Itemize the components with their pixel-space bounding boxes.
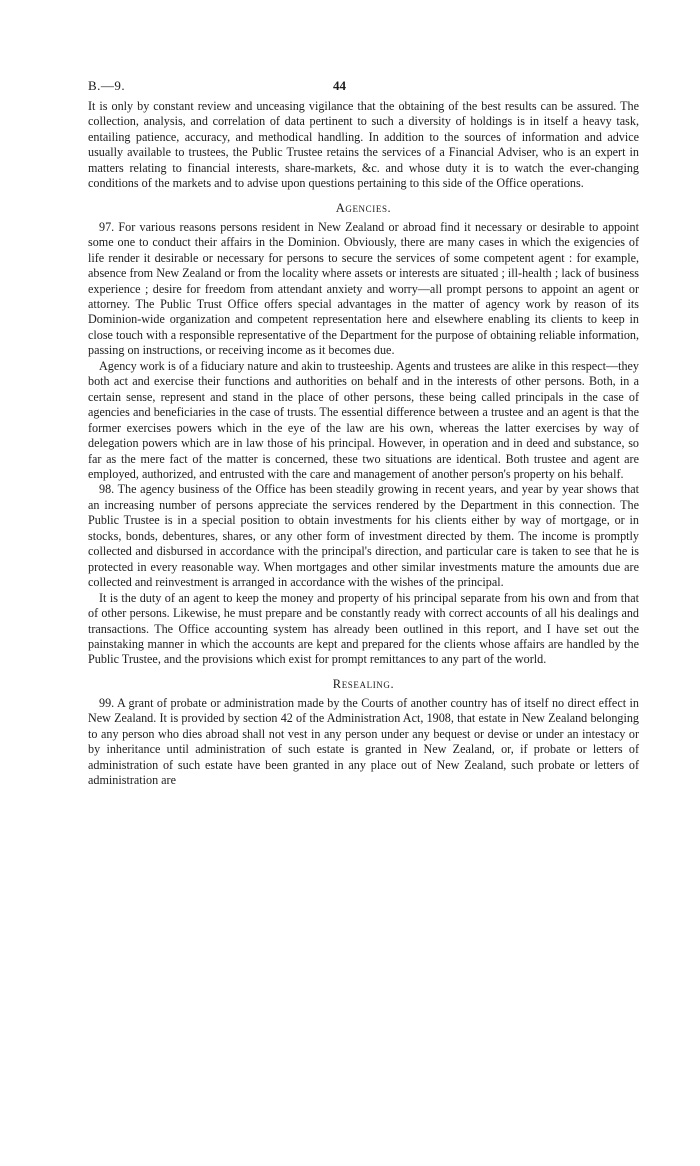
opening-paragraph: It is only by constant review and unceasing vigilance that the obtaining of the best results can be assured. The collection, analysis, and correlation of data pertinent to such a diversity of holdings is in itself a heavy task, entailing patience, accuracy, and methodical handling. In addition to the sources of information and advice usually available to trustees, the Public Trustee retains the services of a Financial Adviser, who is an expert in matters relating to financial interests, share-markets, &c. and whose duty it is to watch the ever-changing conditions of the markets and to advise upon questions pertaining to this side of the Office operations. (88, 99, 639, 191)
paragraph-98: 98. The agency business of the Office has been steadily growing in recent years, and year by year shows that an increasing number of persons appreciate the services rendered by the Department in this connection. The Public Trustee is in a special position to obtain investments for his clients either by way of mortgage, or in stocks, bonds, debentures, shares, or any other form of investment directed by them. The income is promptly collected and disbursed in accordance with the principal's direction, and particular care is taken to see that he is protected in every reasonable way. When mortgages and other similar investments mature the amounts due are collected and reinvestment is arranged in accordance with the wishes of the principal. (88, 482, 639, 590)
section-heading-agencies: Agencies. (335, 200, 392, 215)
section-heading-resealing: Resealing. (332, 676, 395, 691)
paragraph-agent-duty: It is the duty of an agent to keep the money and property of his principal separate from his own and from that of other persons. Likewise, he must prepare and be constantly ready with correct accounts of all his dealings and transactions. The Office accounting system has already been outlined in this report, and I have set out the painstaking manner in which the accounts are kept and prepared for the clients whose affairs are handled by the Public Trustee, and the provisions which exist for prompt remittances to any part of the world. (88, 590, 639, 667)
page-number: 44 (333, 78, 346, 93)
document-reference: B.—9. (88, 78, 126, 93)
paragraph-97: 97. For various reasons persons resident in New Zealand or abroad find it necessary or desirable to appoint some one to conduct their affairs in the Dominion. Obviously, there are many cases in which the exigencies of life render it desirable or necessary for persons to secure the services of some competent agent : for example, absence from New Zealand or from the locality where assets or interests are situated ; ill-health ; lack of business experience ; desire for freedom from attendant anxiety and worry—all prompt persons to appoint an agent or attorney. The Public Trust Office offers special advantages in the matter of agency work by reason of its Dominion-wide organization and competent representation here and elsewhere enabling its clients to keep in close touch with a responsible representative of the Department for the purpose of obtaining reliable information, passing on instructions, or receiving income as it becomes due. (88, 219, 639, 358)
document-page (88, 78, 639, 789)
paragraph-agency-fiduciary: Agency work is of a fiduciary nature and akin to trusteeship. Agents and trustees are alike in this respect—they both act and exercise their functions and authorities on behalf and in the interests of other persons. Both, in a certain sense, represent and stand in the place of other persons, these being called principals in the case of agencies and beneficiaries in the case of trusts. The essential difference between a trustee and an agent is that the former exercises powers which in the eye of the law are his own, whereas the latter exercises by way of delegation powers which are in law those of his principal. However, in operation and in deed and substance, so far as the mere fact of the matter is concerned, these two situations are identical. Both trustee and agent are employed, authorized, and entrusted with the care and management of another person's property on his behalf. (88, 358, 639, 481)
paragraph-99: 99. A grant of probate or administration made by the Courts of another country has of itself no direct effect in New Zealand. It is provided by section 42 of the Administration Act, 1908, that estate in New Zealand belonging to any person who dies abroad shall not vest in any person under any bequest or devise or under an intestacy or by inheritance until administration of such estate is granted in New Zealand, or, if probate or letters of administration of such estate have been granted in any place out of New Zealand, such probate or letters of administration are (88, 695, 639, 788)
running-header (88, 78, 639, 98)
